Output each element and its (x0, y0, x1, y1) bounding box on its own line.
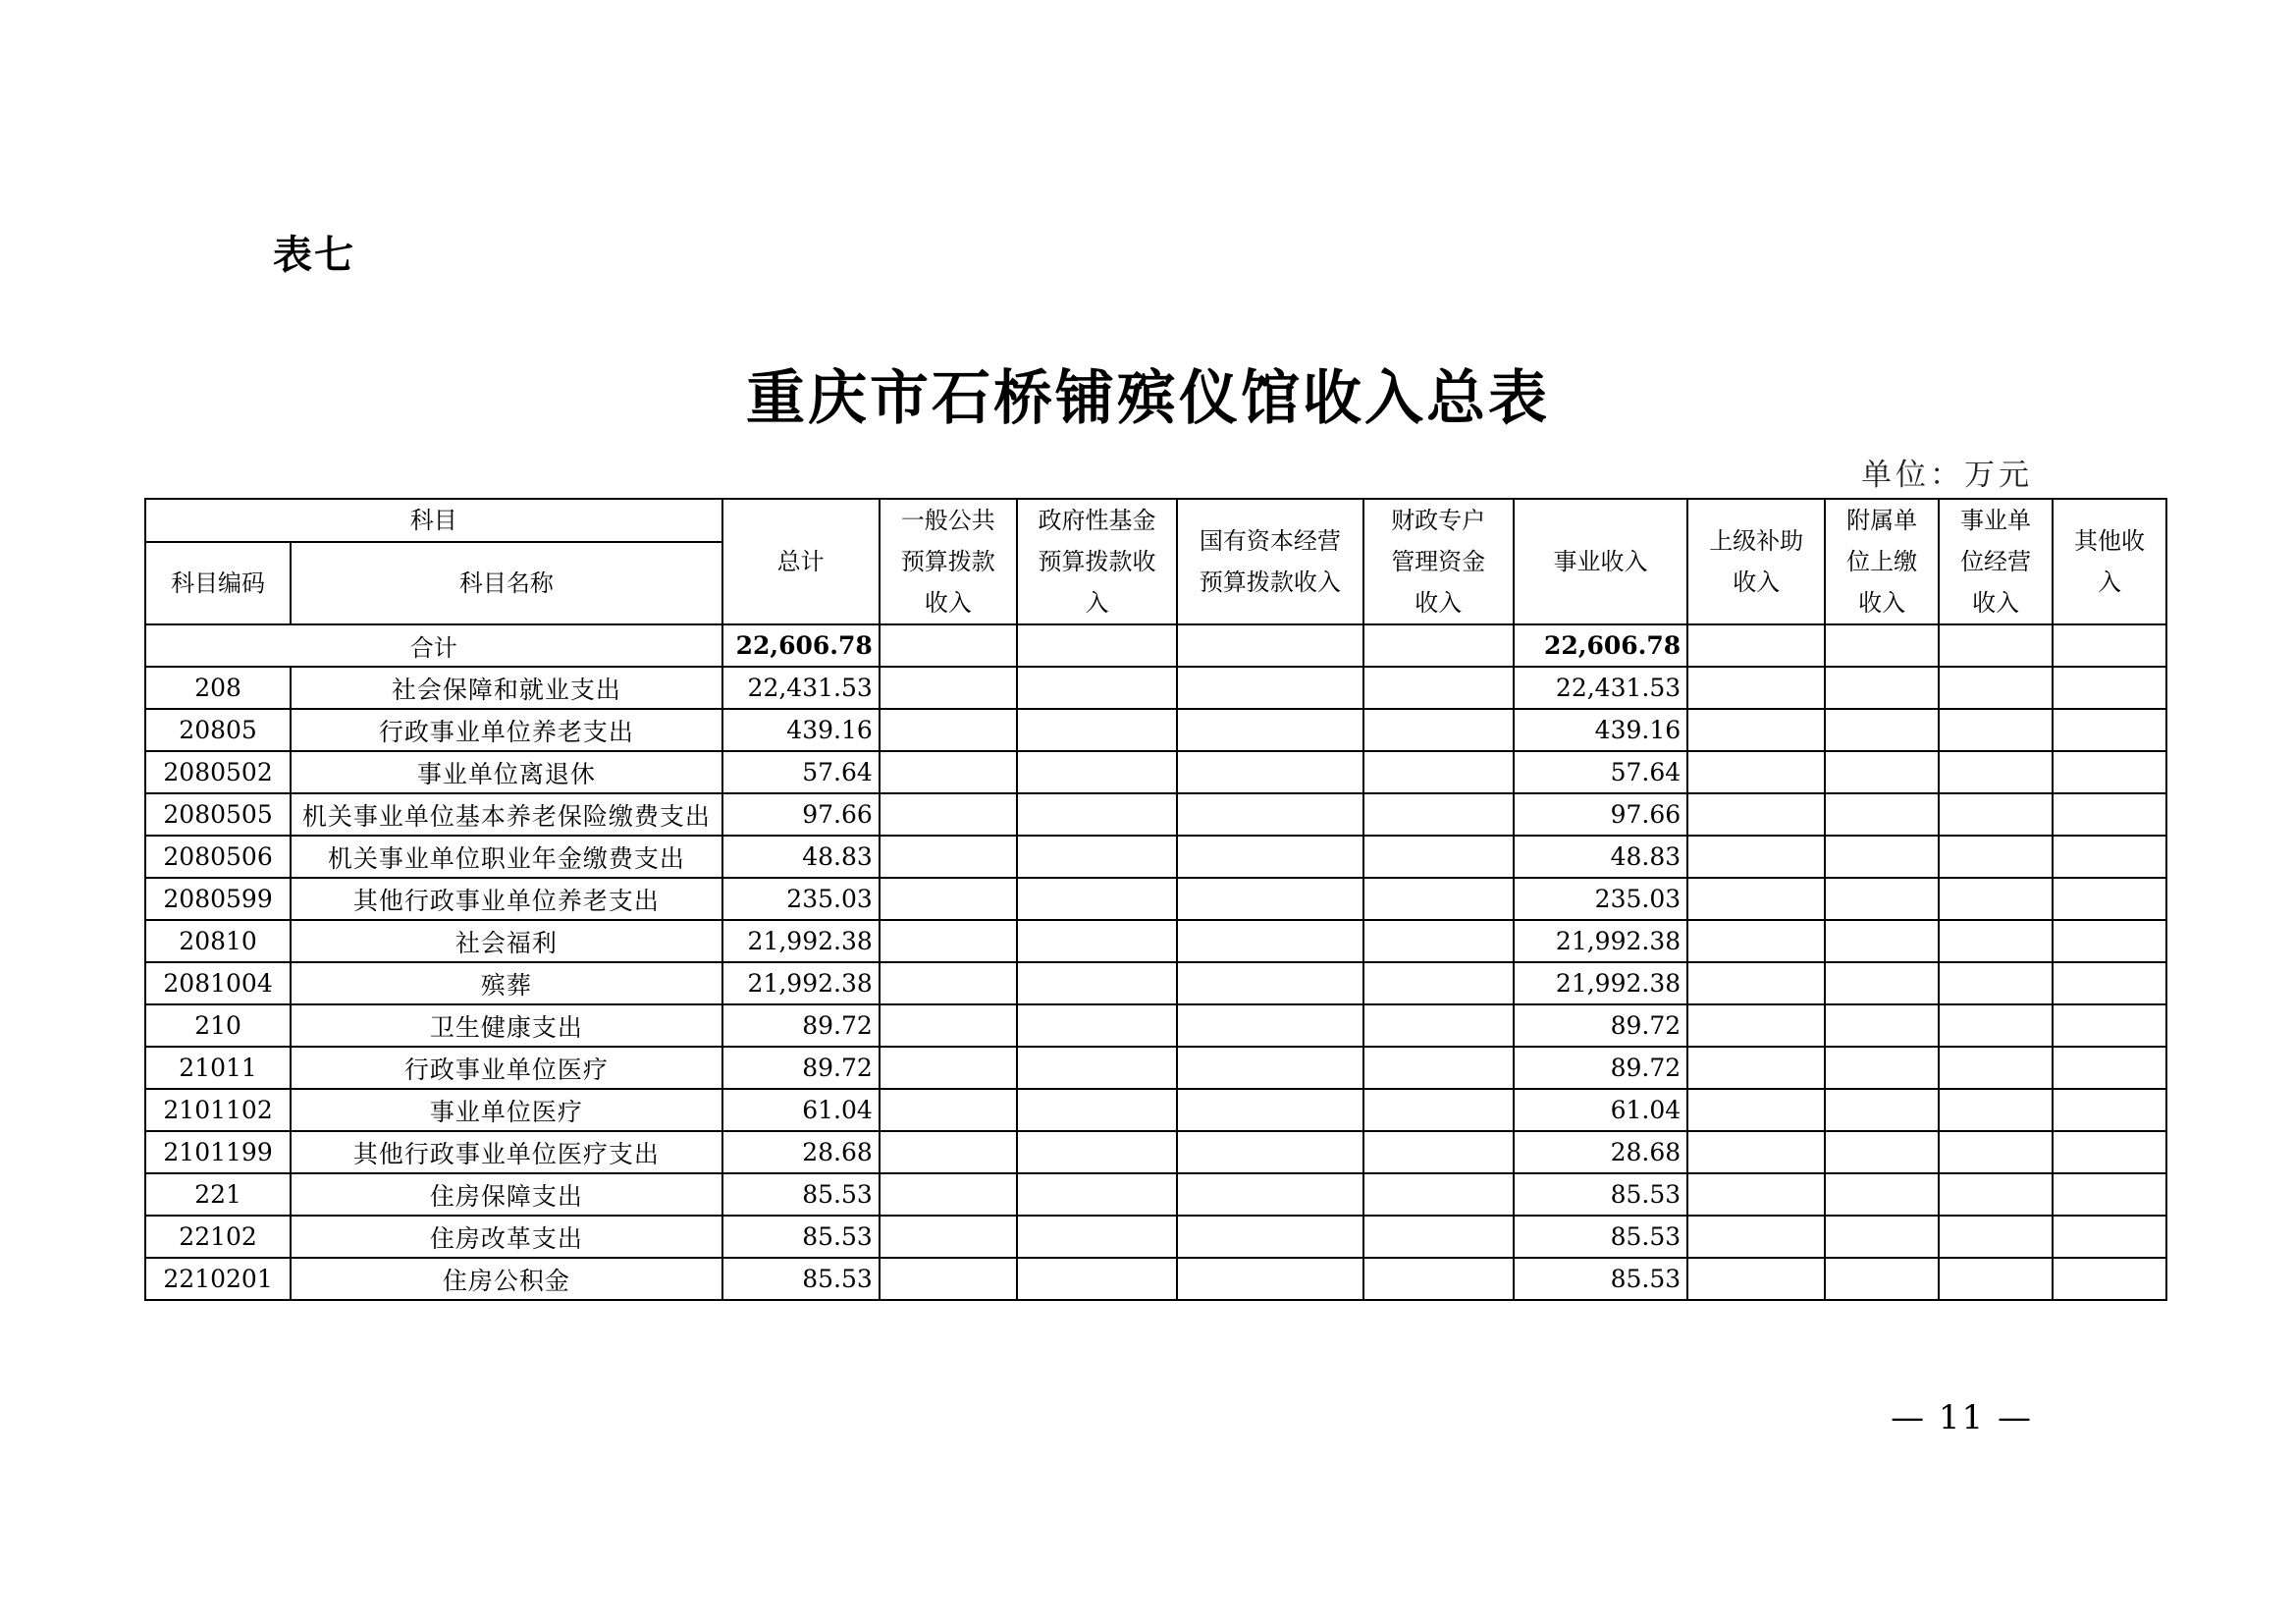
empty-cell (1363, 1047, 1514, 1089)
total-cell: 439.16 (722, 709, 880, 751)
empty-cell (1177, 962, 1362, 1004)
empty-cell (2053, 1131, 2166, 1173)
empty-cell (1177, 1131, 1362, 1173)
empty-cell (880, 1173, 1017, 1216)
empty-cell (1687, 836, 1825, 878)
subject-code-cell: 2210201 (145, 1258, 291, 1300)
empty-cell (1825, 1131, 1939, 1173)
column-header-line: 政府性基金 (1038, 507, 1156, 534)
subject-name-cell: 卫生健康支出 (291, 1004, 721, 1047)
business-income-cell: 21,992.38 (1514, 962, 1687, 1004)
table-row (145, 1258, 2166, 1300)
column-header-line: 入 (2098, 568, 2121, 596)
subject-code-cell: 21011 (145, 1047, 291, 1089)
table-row (145, 920, 2166, 962)
empty-cell (1939, 878, 2053, 920)
empty-cell (1939, 836, 2053, 878)
empty-cell (1363, 920, 1514, 962)
subject-name-cell: 机关事业单位职业年金缴费支出 (291, 836, 721, 878)
empty-cell (2053, 793, 2166, 836)
subject-name-cell: 住房保障支出 (291, 1173, 721, 1216)
empty-cell (2053, 624, 2166, 667)
empty-cell (2053, 1173, 2166, 1216)
column-header-line: 入 (1085, 589, 1109, 617)
business-income-cell: 89.72 (1514, 1004, 1687, 1047)
empty-cell (1939, 793, 2053, 836)
table-row (145, 793, 2166, 836)
empty-cell (880, 1047, 1017, 1089)
unit-label: 单位：万元 (1861, 458, 2033, 493)
empty-cell (1017, 836, 1177, 878)
empty-cell (2053, 920, 2166, 962)
empty-cell (1363, 962, 1514, 1004)
subject-code-cell: 2101102 (145, 1089, 291, 1131)
empty-cell (880, 878, 1017, 920)
column-header-line: 管理资金 (1391, 548, 1486, 575)
empty-cell (2053, 1047, 2166, 1089)
empty-cell (1825, 793, 1939, 836)
empty-cell (1177, 751, 1362, 793)
table-row (145, 962, 2166, 1004)
empty-cell (2053, 836, 2166, 878)
business-income-cell: 85.53 (1514, 1173, 1687, 1216)
empty-cell (2053, 1089, 2166, 1131)
subject-code-cell: 20805 (145, 709, 291, 751)
column-header-line: 位上缴 (1846, 548, 1918, 575)
empty-cell (1687, 624, 1825, 667)
empty-cell (880, 624, 1017, 667)
empty-cell (1177, 836, 1362, 878)
total-row (145, 624, 2166, 667)
empty-cell (1825, 920, 1939, 962)
empty-cell (1363, 836, 1514, 878)
table-row (145, 1047, 2166, 1089)
column-header-line: 预算拨款收入 (1199, 568, 1341, 596)
empty-cell (1687, 878, 1825, 920)
business-income-cell: 97.66 (1514, 793, 1687, 836)
subject-name-cell: 事业单位医疗 (291, 1089, 721, 1131)
column-header (1514, 499, 1687, 624)
business-income-cell: 89.72 (1514, 1047, 1687, 1089)
total-cell: 28.68 (722, 1131, 880, 1173)
empty-cell (1939, 1131, 2053, 1173)
empty-cell (1177, 1004, 1362, 1047)
subject-group-header: 科目 (145, 499, 722, 542)
empty-cell (1363, 878, 1514, 920)
column-header-line: 事业单 (1960, 507, 2032, 534)
empty-cell (1017, 878, 1177, 920)
empty-cell (1825, 1047, 1939, 1089)
column-header-line: 总计 (776, 548, 825, 575)
column-header-line: 预算拨款 (900, 548, 995, 575)
column-header (1177, 499, 1362, 624)
column-header-line: 收入 (1972, 589, 2020, 617)
total-label: 合计 (145, 624, 722, 667)
subject-code-cell: 2080599 (145, 878, 291, 920)
subject-name-cell: 行政事业单位养老支出 (291, 709, 721, 751)
empty-cell (880, 793, 1017, 836)
empty-cell (1363, 1258, 1514, 1300)
empty-cell (1177, 667, 1362, 709)
empty-cell (1687, 920, 1825, 962)
total-cell: 21,992.38 (722, 962, 880, 1004)
empty-cell (1363, 709, 1514, 751)
empty-cell (1017, 1258, 1177, 1300)
total-cell: 89.72 (722, 1004, 880, 1047)
total-cell: 21,992.38 (722, 920, 880, 962)
empty-cell (1363, 793, 1514, 836)
empty-cell (1177, 624, 1362, 667)
table-row (145, 1173, 2166, 1216)
empty-cell (1363, 1173, 1514, 1216)
page-number: — 11 — (1891, 1398, 2033, 1437)
empty-cell (1363, 624, 1514, 667)
column-header-line: 财政专户 (1391, 507, 1486, 534)
empty-cell (1177, 878, 1362, 920)
subject-code-cell: 2101199 (145, 1131, 291, 1173)
empty-cell (2053, 709, 2166, 751)
empty-cell (1939, 709, 2053, 751)
table-row (145, 1004, 2166, 1047)
empty-cell (880, 709, 1017, 751)
empty-cell (1017, 709, 1177, 751)
empty-cell (1177, 920, 1362, 962)
empty-cell (1939, 667, 2053, 709)
column-header-line: 一般公共 (900, 507, 995, 534)
subject-name-cell: 行政事业单位医疗 (291, 1047, 721, 1089)
empty-cell (1825, 1173, 1939, 1216)
total-cell: 85.53 (722, 1258, 880, 1300)
subject-name-cell: 其他行政事业单位医疗支出 (291, 1131, 721, 1173)
empty-cell (1939, 1216, 2053, 1258)
empty-cell (1363, 1131, 1514, 1173)
empty-cell (1939, 624, 2053, 667)
column-header-line: 附属单 (1846, 507, 1918, 534)
subject-name-cell: 住房公积金 (291, 1258, 721, 1300)
empty-cell (1825, 751, 1939, 793)
total-cell: 89.72 (722, 1047, 880, 1089)
empty-cell (1017, 1004, 1177, 1047)
empty-cell (1177, 1173, 1362, 1216)
subject-name-cell: 住房改革支出 (291, 1216, 721, 1258)
total-cell: 48.83 (722, 836, 880, 878)
empty-cell (2053, 1258, 2166, 1300)
column-header-line: 位经营 (1960, 548, 2032, 575)
business-income-cell: 61.04 (1514, 1089, 1687, 1131)
empty-cell (1939, 920, 2053, 962)
business-income-cell: 85.53 (1514, 1216, 1687, 1258)
column-header (1825, 499, 1939, 624)
empty-cell (1017, 793, 1177, 836)
subject-name-cell: 其他行政事业单位养老支出 (291, 878, 721, 920)
empty-cell (2053, 751, 2166, 793)
empty-cell (1687, 751, 1825, 793)
empty-cell (1939, 1258, 2053, 1300)
business-income-cell: 235.03 (1514, 878, 1687, 920)
empty-cell (2053, 962, 2166, 1004)
empty-cell (880, 667, 1017, 709)
empty-cell (1687, 1004, 1825, 1047)
subject-code-cell: 2080505 (145, 793, 291, 836)
table-body (145, 624, 2166, 1300)
empty-cell (1825, 1216, 1939, 1258)
subject-name-cell: 社会保障和就业支出 (291, 667, 721, 709)
empty-cell (1017, 624, 1177, 667)
empty-cell (1363, 1089, 1514, 1131)
empty-cell (1177, 1047, 1362, 1089)
business-income-cell: 21,992.38 (1514, 920, 1687, 962)
empty-cell (1363, 1216, 1514, 1258)
empty-cell (1687, 667, 1825, 709)
total-cell: 22,431.53 (722, 667, 880, 709)
empty-cell (1687, 962, 1825, 1004)
empty-cell (1177, 709, 1362, 751)
column-header-line: 上级补助 (1709, 527, 1804, 555)
subject-name-header: 科目名称 (291, 542, 721, 624)
subject-code-cell: 2080502 (145, 751, 291, 793)
empty-cell (1939, 1089, 2053, 1131)
empty-cell (880, 1089, 1017, 1131)
table-header (145, 499, 2166, 624)
total-business-income-cell: 22,606.78 (1514, 624, 1687, 667)
empty-cell (1687, 1047, 1825, 1089)
empty-cell (1687, 793, 1825, 836)
income-summary-table (144, 498, 2167, 1301)
empty-cell (880, 1131, 1017, 1173)
table-label: 表七 (273, 233, 355, 278)
subject-code-cell: 2081004 (145, 962, 291, 1004)
subject-name-cell: 机关事业单位基本养老保险缴费支出 (291, 793, 721, 836)
column-header (1017, 499, 1177, 624)
empty-cell (880, 751, 1017, 793)
subject-code-cell: 20810 (145, 920, 291, 962)
subject-name-cell: 事业单位离退休 (291, 751, 721, 793)
empty-cell (880, 920, 1017, 962)
empty-cell (1017, 1047, 1177, 1089)
total-cell: 61.04 (722, 1089, 880, 1131)
empty-cell (1825, 1089, 1939, 1131)
empty-cell (1177, 793, 1362, 836)
empty-cell (1825, 836, 1939, 878)
column-header-line: 收入 (1858, 589, 1906, 617)
column-header (1939, 499, 2053, 624)
business-income-cell: 85.53 (1514, 1258, 1687, 1300)
empty-cell (1017, 751, 1177, 793)
column-header (1687, 499, 1825, 624)
column-header (880, 499, 1017, 624)
empty-cell (1017, 667, 1177, 709)
empty-cell (1687, 1258, 1825, 1300)
empty-cell (1825, 1258, 1939, 1300)
empty-cell (880, 1004, 1017, 1047)
empty-cell (1825, 1004, 1939, 1047)
empty-cell (1017, 1173, 1177, 1216)
column-header (2053, 499, 2166, 624)
business-income-cell: 48.83 (1514, 836, 1687, 878)
table-row (145, 836, 2166, 878)
empty-cell (1017, 920, 1177, 962)
column-header-line: 事业收入 (1553, 548, 1648, 575)
subject-code-cell: 210 (145, 1004, 291, 1047)
total-cell: 85.53 (722, 1173, 880, 1216)
table-row (145, 1131, 2166, 1173)
total-amount-cell: 22,606.78 (722, 624, 880, 667)
business-income-cell: 57.64 (1514, 751, 1687, 793)
empty-cell (1825, 624, 1939, 667)
empty-cell (1687, 1216, 1825, 1258)
total-cell: 97.66 (722, 793, 880, 836)
total-cell: 57.64 (722, 751, 880, 793)
empty-cell (1939, 962, 2053, 1004)
table-row (145, 1089, 2166, 1131)
empty-cell (1825, 962, 1939, 1004)
empty-cell (1687, 709, 1825, 751)
subject-code-cell: 221 (145, 1173, 291, 1216)
empty-cell (1363, 1004, 1514, 1047)
empty-cell (1687, 1131, 1825, 1173)
table-row (145, 667, 2166, 709)
empty-cell (1825, 667, 1939, 709)
empty-cell (1177, 1216, 1362, 1258)
empty-cell (1939, 751, 2053, 793)
total-cell: 85.53 (722, 1216, 880, 1258)
empty-cell (880, 962, 1017, 1004)
table-row (145, 878, 2166, 920)
business-income-cell: 439.16 (1514, 709, 1687, 751)
empty-cell (2053, 878, 2166, 920)
table-row (145, 1216, 2166, 1258)
column-header-line: 收入 (1733, 568, 1781, 596)
empty-cell (2053, 1216, 2166, 1258)
column-header-line: 其他收 (2074, 527, 2145, 555)
business-income-cell: 22,431.53 (1514, 667, 1687, 709)
document-title: 重庆市石桥铺殡仪馆收入总表 (746, 364, 1550, 433)
empty-cell (1825, 878, 1939, 920)
column-header (1363, 499, 1514, 624)
table-row (145, 709, 2166, 751)
business-income-cell: 28.68 (1514, 1131, 1687, 1173)
column-header-line: 收入 (1415, 589, 1463, 617)
column-header-line: 国有资本经营 (1199, 527, 1341, 555)
total-cell: 235.03 (722, 878, 880, 920)
subject-code-cell: 22102 (145, 1216, 291, 1258)
column-header-line: 收入 (924, 589, 972, 617)
empty-cell (1939, 1173, 2053, 1216)
empty-cell (880, 836, 1017, 878)
empty-cell (1177, 1258, 1362, 1300)
empty-cell (1017, 962, 1177, 1004)
empty-cell (1825, 709, 1939, 751)
empty-cell (1017, 1131, 1177, 1173)
empty-cell (1363, 751, 1514, 793)
empty-cell (880, 1216, 1017, 1258)
subject-name-cell: 社会福利 (291, 920, 721, 962)
empty-cell (2053, 1004, 2166, 1047)
empty-cell (880, 1258, 1017, 1300)
subject-code-header: 科目编码 (145, 542, 291, 624)
empty-cell (1687, 1173, 1825, 1216)
empty-cell (1017, 1089, 1177, 1131)
empty-cell (2053, 667, 2166, 709)
empty-cell (1939, 1047, 2053, 1089)
subject-code-cell: 208 (145, 667, 291, 709)
column-header (722, 499, 880, 624)
table-row (145, 751, 2166, 793)
empty-cell (1687, 1089, 1825, 1131)
empty-cell (1177, 1089, 1362, 1131)
empty-cell (1939, 1004, 2053, 1047)
column-header-line: 预算拨款收 (1038, 548, 1156, 575)
subject-name-cell: 殡葬 (291, 962, 721, 1004)
empty-cell (1363, 667, 1514, 709)
subject-code-cell: 2080506 (145, 836, 291, 878)
empty-cell (1017, 1216, 1177, 1258)
